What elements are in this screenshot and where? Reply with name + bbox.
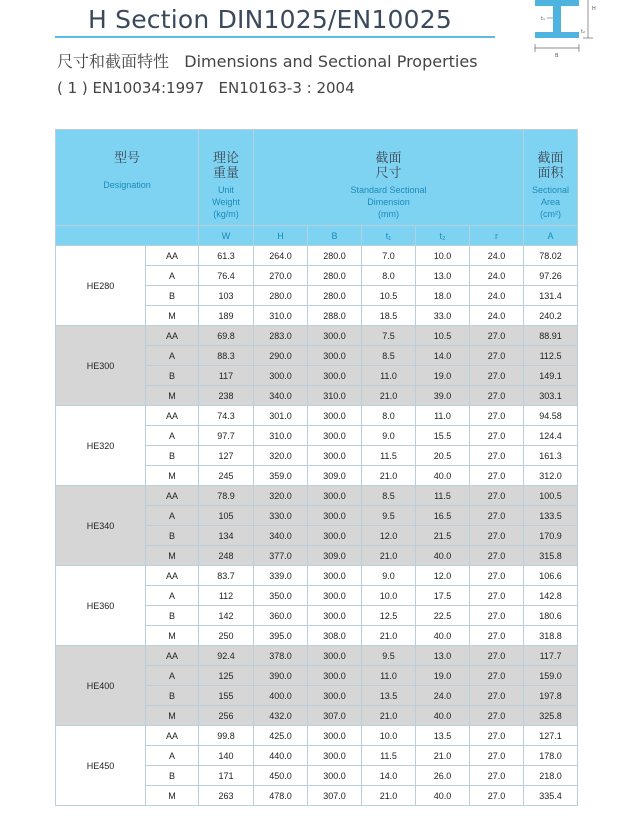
value-cell: 425.0: [254, 726, 308, 746]
value-cell: 13.0: [416, 646, 470, 666]
value-cell: 320.0: [254, 446, 308, 466]
value-cell: 8.5: [362, 346, 416, 366]
value-cell: 92.4: [199, 646, 254, 666]
value-cell: 40.0: [416, 466, 470, 486]
grade-cell: A: [146, 346, 199, 366]
value-cell: 27.0: [470, 326, 524, 346]
value-cell: 13.5: [416, 726, 470, 746]
value-cell: 307.0: [308, 706, 362, 726]
diagram-label-tf: t₂: [581, 29, 585, 35]
value-cell: 390.0: [254, 666, 308, 686]
value-cell: 300.0: [308, 366, 362, 386]
grade-cell: AA: [146, 566, 199, 586]
value-cell: 97.26: [524, 266, 578, 286]
value-cell: 142.8: [524, 586, 578, 606]
h-section-diagram: [525, 0, 625, 62]
value-cell: 40.0: [416, 546, 470, 566]
grade-cell: B: [146, 526, 199, 546]
value-cell: 112.5: [524, 346, 578, 366]
value-cell: 12.0: [416, 566, 470, 586]
value-cell: 318.8: [524, 626, 578, 646]
value-cell: 9.5: [362, 506, 416, 526]
value-cell: 11.0: [362, 666, 416, 686]
grade-cell: AA: [146, 726, 199, 746]
table-row: [56, 726, 578, 746]
value-cell: 11.0: [362, 366, 416, 386]
value-cell: 432.0: [254, 706, 308, 726]
value-cell: 310.0: [254, 426, 308, 446]
section-designation: HE340: [56, 486, 146, 566]
value-cell: 270.0: [254, 266, 308, 286]
value-cell: 264.0: [254, 246, 308, 266]
diagram-label-b: B: [555, 53, 559, 59]
header-symbol: W: [199, 226, 254, 246]
value-cell: 127.1: [524, 726, 578, 746]
header-weight: 理论 重量 Unit Weight (kg/m): [199, 130, 254, 226]
value-cell: 27.0: [470, 726, 524, 746]
value-cell: 27.0: [470, 526, 524, 546]
value-cell: 103: [199, 286, 254, 306]
value-cell: 133.5: [524, 506, 578, 526]
value-cell: 300.0: [308, 646, 362, 666]
value-cell: 117: [199, 366, 254, 386]
table-row: [56, 486, 578, 506]
table-row: [56, 646, 578, 666]
value-cell: 21.0: [362, 466, 416, 486]
value-cell: 283.0: [254, 326, 308, 346]
value-cell: 88.3: [199, 346, 254, 366]
header-symbol: r: [470, 226, 524, 246]
value-cell: 309.0: [308, 546, 362, 566]
value-cell: 300.0: [308, 486, 362, 506]
value-cell: 74.3: [199, 406, 254, 426]
value-cell: 24.0: [470, 266, 524, 286]
table-body: [56, 246, 578, 806]
value-cell: 300.0: [308, 566, 362, 586]
grade-cell: A: [146, 266, 199, 286]
value-cell: 124.4: [524, 426, 578, 446]
value-cell: 8.5: [362, 486, 416, 506]
header-symbol: H: [254, 226, 308, 246]
value-cell: 288.0: [308, 306, 362, 326]
grade-cell: A: [146, 666, 199, 686]
value-cell: 14.0: [362, 766, 416, 786]
value-cell: 134: [199, 526, 254, 546]
value-cell: 21.0: [362, 626, 416, 646]
value-cell: 27.0: [470, 786, 524, 806]
standard-reference: ( 1 ) EN10034:1997 EN10163-3 : 2004: [57, 79, 355, 97]
value-cell: 335.4: [524, 786, 578, 806]
grade-cell: M: [146, 386, 199, 406]
value-cell: 19.0: [416, 666, 470, 686]
value-cell: 100.5: [524, 486, 578, 506]
value-cell: 178.0: [524, 746, 578, 766]
section-designation: HE360: [56, 566, 146, 646]
value-cell: 280.0: [308, 286, 362, 306]
value-cell: 378.0: [254, 646, 308, 666]
value-cell: 27.0: [470, 366, 524, 386]
value-cell: 27.0: [470, 406, 524, 426]
value-cell: 7.5: [362, 326, 416, 346]
value-cell: 97.7: [199, 426, 254, 446]
diagram-label-h: H: [592, 6, 596, 12]
value-cell: 315.8: [524, 546, 578, 566]
title-divider: [55, 36, 495, 38]
value-cell: 300.0: [308, 406, 362, 426]
value-cell: 280.0: [308, 246, 362, 266]
value-cell: 18.0: [416, 286, 470, 306]
value-cell: 27.0: [470, 706, 524, 726]
grade-cell: B: [146, 766, 199, 786]
value-cell: 7.0: [362, 246, 416, 266]
value-cell: 78.9: [199, 486, 254, 506]
value-cell: 155: [199, 686, 254, 706]
value-cell: 339.0: [254, 566, 308, 586]
section-designation: HE280: [56, 246, 146, 326]
value-cell: 300.0: [308, 766, 362, 786]
value-cell: 377.0: [254, 546, 308, 566]
value-cell: 440.0: [254, 746, 308, 766]
table-row: [56, 326, 578, 346]
value-cell: 18.5: [362, 306, 416, 326]
grade-cell: M: [146, 466, 199, 486]
grade-cell: B: [146, 606, 199, 626]
value-cell: 106.6: [524, 566, 578, 586]
value-cell: 256: [199, 706, 254, 726]
value-cell: 300.0: [308, 426, 362, 446]
value-cell: 27.0: [470, 566, 524, 586]
value-cell: 330.0: [254, 506, 308, 526]
table-row: [56, 406, 578, 426]
value-cell: 112: [199, 586, 254, 606]
value-cell: 450.0: [254, 766, 308, 786]
value-cell: 300.0: [308, 666, 362, 686]
grade-cell: B: [146, 366, 199, 386]
value-cell: 340.0: [254, 526, 308, 546]
value-cell: 27.0: [470, 646, 524, 666]
value-cell: 142: [199, 606, 254, 626]
value-cell: 27.0: [470, 446, 524, 466]
table-row: [56, 246, 578, 266]
diagram-label-tw: t₁: [541, 16, 545, 22]
value-cell: 290.0: [254, 346, 308, 366]
header-symbol: t₁: [362, 226, 416, 246]
value-cell: 16.5: [416, 506, 470, 526]
value-cell: 300.0: [308, 726, 362, 746]
section-subtitle: 尺寸和截面特性 Dimensions and Sectional Properties: [57, 52, 478, 71]
value-cell: 359.0: [254, 466, 308, 486]
value-cell: 140: [199, 746, 254, 766]
value-cell: 61.3: [199, 246, 254, 266]
table-row: [56, 566, 578, 586]
value-cell: 300.0: [308, 746, 362, 766]
section-designation: HE320: [56, 406, 146, 486]
value-cell: 27.0: [470, 666, 524, 686]
value-cell: 117.7: [524, 646, 578, 666]
header-designation: 型号 Designation: [56, 130, 199, 226]
value-cell: 309.0: [308, 466, 362, 486]
value-cell: 27.0: [470, 626, 524, 646]
value-cell: 76.4: [199, 266, 254, 286]
value-cell: 27.0: [470, 766, 524, 786]
value-cell: 10.5: [362, 286, 416, 306]
value-cell: 320.0: [254, 486, 308, 506]
value-cell: 189: [199, 306, 254, 326]
value-cell: 27.0: [470, 486, 524, 506]
value-cell: 21.0: [362, 706, 416, 726]
header-symbol: A: [524, 226, 578, 246]
value-cell: 127: [199, 446, 254, 466]
value-cell: 238: [199, 386, 254, 406]
value-cell: 21.0: [362, 786, 416, 806]
grade-cell: M: [146, 306, 199, 326]
value-cell: 11.5: [362, 446, 416, 466]
value-cell: 248: [199, 546, 254, 566]
value-cell: 9.0: [362, 566, 416, 586]
value-cell: 149.1: [524, 366, 578, 386]
value-cell: 13.0: [416, 266, 470, 286]
value-cell: 245: [199, 466, 254, 486]
value-cell: 99.8: [199, 726, 254, 746]
value-cell: 300.0: [308, 346, 362, 366]
value-cell: 250: [199, 626, 254, 646]
value-cell: 300.0: [308, 586, 362, 606]
value-cell: 312.0: [524, 466, 578, 486]
value-cell: 197.8: [524, 686, 578, 706]
value-cell: 15.5: [416, 426, 470, 446]
grade-cell: AA: [146, 486, 199, 506]
value-cell: 300.0: [308, 326, 362, 346]
value-cell: 69.8: [199, 326, 254, 346]
header-symbol-blank: [56, 226, 199, 246]
value-cell: 19.0: [416, 366, 470, 386]
dimensions-table: [55, 129, 578, 806]
grade-cell: M: [146, 626, 199, 646]
value-cell: 21.0: [362, 546, 416, 566]
section-designation: HE300: [56, 326, 146, 406]
value-cell: 263: [199, 786, 254, 806]
section-designation: HE400: [56, 646, 146, 726]
value-cell: 9.0: [362, 426, 416, 446]
value-cell: 11.5: [416, 486, 470, 506]
value-cell: 10.0: [362, 586, 416, 606]
value-cell: 12.5: [362, 606, 416, 626]
value-cell: 300.0: [308, 686, 362, 706]
value-cell: 40.0: [416, 626, 470, 646]
value-cell: 24.0: [470, 286, 524, 306]
value-cell: 21.5: [416, 526, 470, 546]
grade-cell: M: [146, 546, 199, 566]
value-cell: 240.2: [524, 306, 578, 326]
value-cell: 8.0: [362, 266, 416, 286]
value-cell: 78.02: [524, 246, 578, 266]
value-cell: 350.0: [254, 586, 308, 606]
value-cell: 27.0: [470, 586, 524, 606]
grade-cell: A: [146, 586, 199, 606]
value-cell: 159.0: [524, 666, 578, 686]
value-cell: 400.0: [254, 686, 308, 706]
value-cell: 27.0: [470, 426, 524, 446]
value-cell: 303.1: [524, 386, 578, 406]
value-cell: 40.0: [416, 786, 470, 806]
value-cell: 280.0: [308, 266, 362, 286]
value-cell: 17.5: [416, 586, 470, 606]
header-symbol: t₂: [416, 226, 470, 246]
value-cell: 22.5: [416, 606, 470, 626]
grade-cell: AA: [146, 326, 199, 346]
value-cell: 180.6: [524, 606, 578, 626]
grade-cell: A: [146, 506, 199, 526]
grade-cell: AA: [146, 646, 199, 666]
value-cell: 307.0: [308, 786, 362, 806]
value-cell: 125: [199, 666, 254, 686]
value-cell: 13.5: [362, 686, 416, 706]
value-cell: 11.0: [416, 406, 470, 426]
value-cell: 14.0: [416, 346, 470, 366]
value-cell: 20.5: [416, 446, 470, 466]
value-cell: 88.91: [524, 326, 578, 346]
value-cell: 27.0: [470, 386, 524, 406]
value-cell: 26.0: [416, 766, 470, 786]
value-cell: 360.0: [254, 606, 308, 626]
value-cell: 300.0: [254, 366, 308, 386]
grade-cell: B: [146, 286, 199, 306]
value-cell: 280.0: [254, 286, 308, 306]
value-cell: 325.8: [524, 706, 578, 726]
value-cell: 301.0: [254, 406, 308, 426]
value-cell: 300.0: [308, 446, 362, 466]
value-cell: 340.0: [254, 386, 308, 406]
value-cell: 11.5: [362, 746, 416, 766]
value-cell: 10.0: [416, 246, 470, 266]
value-cell: 24.0: [470, 306, 524, 326]
grade-cell: AA: [146, 406, 199, 426]
value-cell: 218.0: [524, 766, 578, 786]
value-cell: 310.0: [254, 306, 308, 326]
grade-cell: AA: [146, 246, 199, 266]
value-cell: 39.0: [416, 386, 470, 406]
value-cell: 8.0: [362, 406, 416, 426]
grade-cell: B: [146, 446, 199, 466]
grade-cell: A: [146, 426, 199, 446]
value-cell: 131.4: [524, 286, 578, 306]
value-cell: 12.0: [362, 526, 416, 546]
value-cell: 27.0: [470, 546, 524, 566]
value-cell: 170.9: [524, 526, 578, 546]
value-cell: 478.0: [254, 786, 308, 806]
value-cell: 308.0: [308, 626, 362, 646]
value-cell: 33.0: [416, 306, 470, 326]
grade-cell: M: [146, 706, 199, 726]
value-cell: 21.0: [416, 746, 470, 766]
value-cell: 40.0: [416, 706, 470, 726]
value-cell: 83.7: [199, 566, 254, 586]
value-cell: 27.0: [470, 746, 524, 766]
section-designation: HE450: [56, 726, 146, 806]
header-area: 截面 面积 Sectional Area (cm²): [524, 130, 578, 226]
value-cell: 395.0: [254, 626, 308, 646]
value-cell: 105: [199, 506, 254, 526]
page-title: H Section DIN1025/EN10025: [88, 5, 452, 34]
value-cell: 300.0: [308, 526, 362, 546]
header-symbol: B: [308, 226, 362, 246]
value-cell: 94.58: [524, 406, 578, 426]
header-dimension: 截面 尺寸 Standard Sectional Dimension (mm): [254, 130, 524, 226]
value-cell: 27.0: [470, 606, 524, 626]
value-cell: 10.0: [362, 726, 416, 746]
value-cell: 24.0: [416, 686, 470, 706]
value-cell: 27.0: [470, 686, 524, 706]
value-cell: 310.0: [308, 386, 362, 406]
value-cell: 10.5: [416, 326, 470, 346]
value-cell: 161.3: [524, 446, 578, 466]
value-cell: 24.0: [470, 246, 524, 266]
value-cell: 27.0: [470, 466, 524, 486]
value-cell: 300.0: [308, 506, 362, 526]
value-cell: 21.0: [362, 386, 416, 406]
value-cell: 9.5: [362, 646, 416, 666]
grade-cell: A: [146, 746, 199, 766]
grade-cell: B: [146, 686, 199, 706]
value-cell: 300.0: [308, 606, 362, 626]
grade-cell: M: [146, 786, 199, 806]
value-cell: 27.0: [470, 346, 524, 366]
value-cell: 171: [199, 766, 254, 786]
value-cell: 27.0: [470, 506, 524, 526]
